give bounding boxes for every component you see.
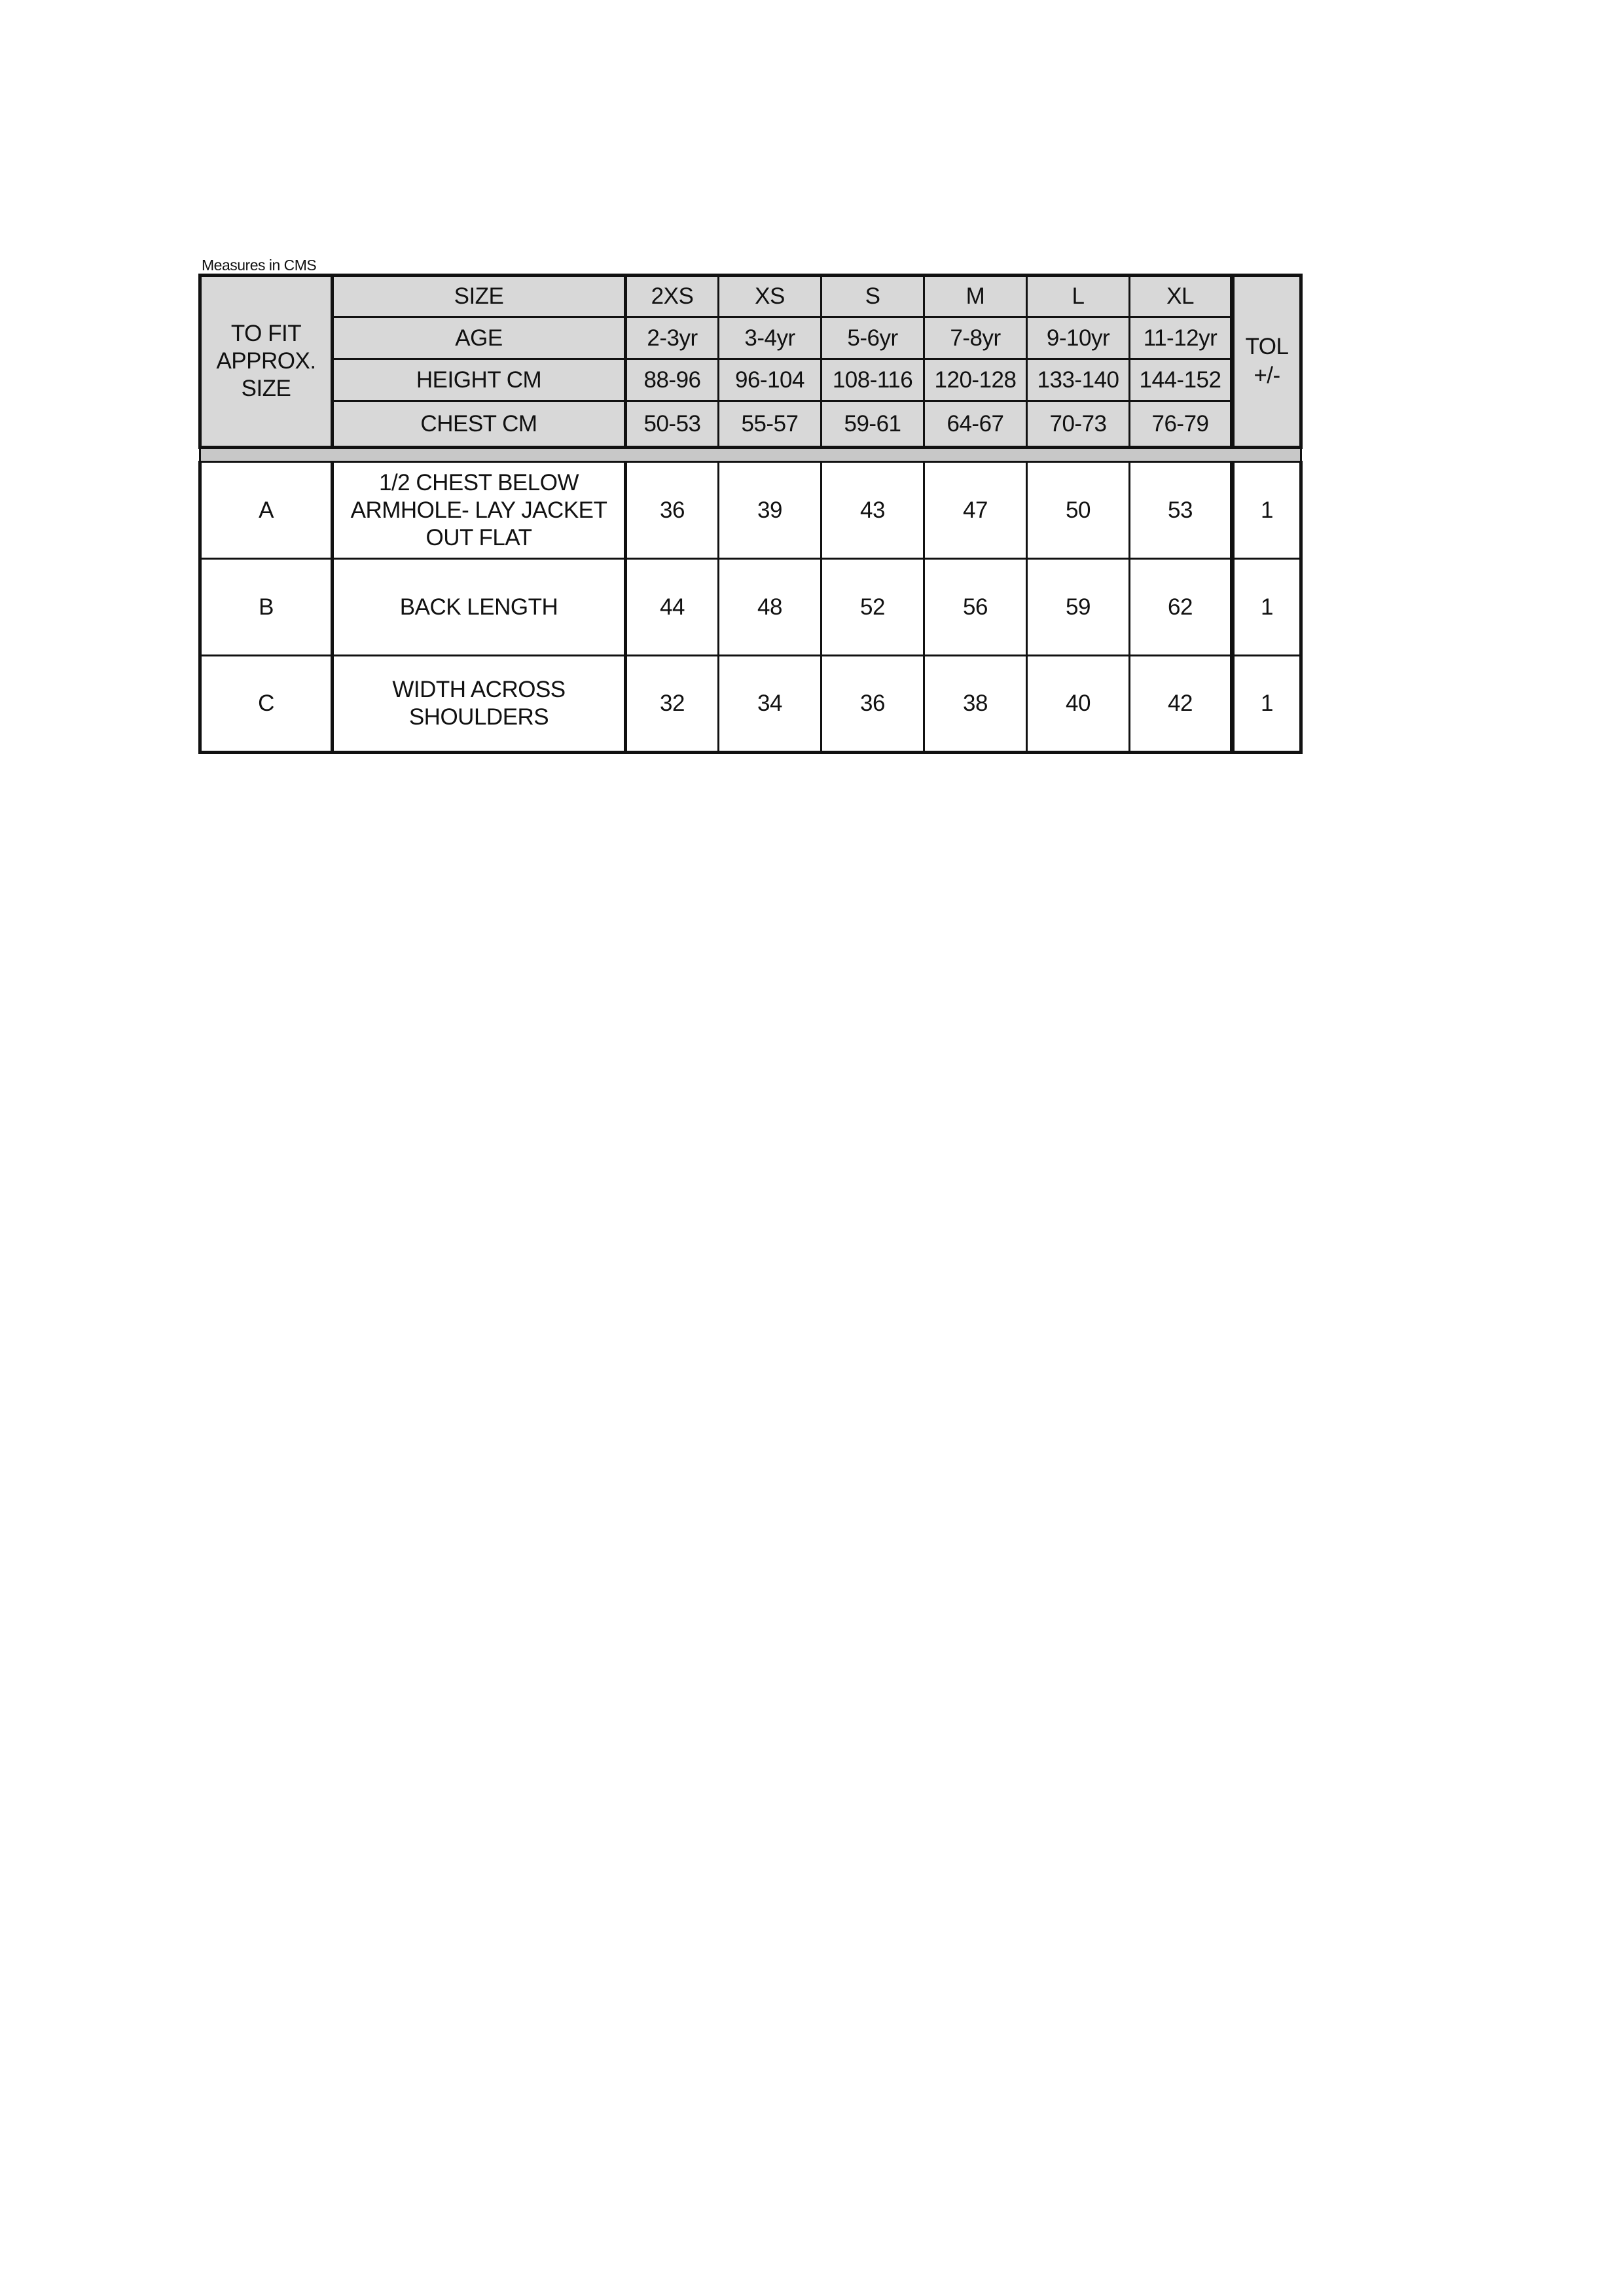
chest-cell: 50-53 [626, 401, 719, 448]
tol-label: TOL +/- [1233, 276, 1301, 448]
size-chart-table [198, 274, 1303, 754]
age-cell: 9-10yr [1027, 317, 1130, 359]
size-cell: 2XS [626, 276, 719, 317]
measurement-value: 53 [1130, 462, 1233, 559]
size-cell: XL [1130, 276, 1233, 317]
size-cell: M [924, 276, 1027, 317]
measurement-value: 34 [719, 656, 821, 753]
measurement-row-c [200, 656, 1301, 753]
size-row [200, 276, 1301, 317]
chest-cell: 70-73 [1027, 401, 1130, 448]
measurement-tol: 1 [1233, 656, 1301, 753]
size-cell: L [1027, 276, 1130, 317]
height-row-label: HEIGHT CM [333, 359, 626, 401]
size-row-label: SIZE [333, 276, 626, 317]
measurement-tol: 1 [1233, 559, 1301, 656]
measures-caption: Measures in CMS [202, 257, 317, 274]
measurement-code: C [200, 656, 333, 753]
age-cell: 2-3yr [626, 317, 719, 359]
age-row [200, 317, 1301, 359]
separator-bar [200, 448, 1301, 462]
measurement-value: 40 [1027, 656, 1130, 753]
height-cell: 96-104 [719, 359, 821, 401]
chest-row [200, 401, 1301, 448]
measurement-row-a [200, 462, 1301, 559]
measurement-value: 44 [626, 559, 719, 656]
measurement-value: 42 [1130, 656, 1233, 753]
chest-cell: 64-67 [924, 401, 1027, 448]
measurement-value: 47 [924, 462, 1027, 559]
age-cell: 7-8yr [924, 317, 1027, 359]
height-cell: 133-140 [1027, 359, 1130, 401]
measurement-description: BACK LENGTH [333, 559, 626, 656]
height-cell: 120-128 [924, 359, 1027, 401]
height-cell: 88-96 [626, 359, 719, 401]
measurement-value: 52 [821, 559, 924, 656]
size-cell: XS [719, 276, 821, 317]
height-row [200, 359, 1301, 401]
age-cell: 5-6yr [821, 317, 924, 359]
measurement-value: 62 [1130, 559, 1233, 656]
age-cell: 11-12yr [1130, 317, 1233, 359]
measurement-value: 36 [626, 462, 719, 559]
measurement-row-b [200, 559, 1301, 656]
height-cell: 108-116 [821, 359, 924, 401]
measurement-value: 38 [924, 656, 1027, 753]
measurement-code: A [200, 462, 333, 559]
measurement-value: 50 [1027, 462, 1130, 559]
measurement-code: B [200, 559, 333, 656]
measurement-value: 36 [821, 656, 924, 753]
measurement-value: 32 [626, 656, 719, 753]
age-cell: 3-4yr [719, 317, 821, 359]
measurement-value: 56 [924, 559, 1027, 656]
age-row-label: AGE [333, 317, 626, 359]
size-cell: S [821, 276, 924, 317]
chest-cell: 76-79 [1130, 401, 1233, 448]
chest-cell: 55-57 [719, 401, 821, 448]
height-cell: 144-152 [1130, 359, 1233, 401]
measurement-value: 59 [1027, 559, 1130, 656]
measurement-description: WIDTH ACROSS SHOULDERS [333, 656, 626, 753]
header-separator [200, 448, 1301, 462]
chest-row-label: CHEST CM [333, 401, 626, 448]
measurement-tol: 1 [1233, 462, 1301, 559]
measurement-description: 1/2 CHEST BELOW ARMHOLE- LAY JACKET OUT FLAT [333, 462, 626, 559]
measurement-value: 39 [719, 462, 821, 559]
chest-cell: 59-61 [821, 401, 924, 448]
to-fit-label: TO FIT APPROX. SIZE [200, 276, 333, 448]
measurement-value: 48 [719, 559, 821, 656]
measurement-value: 43 [821, 462, 924, 559]
